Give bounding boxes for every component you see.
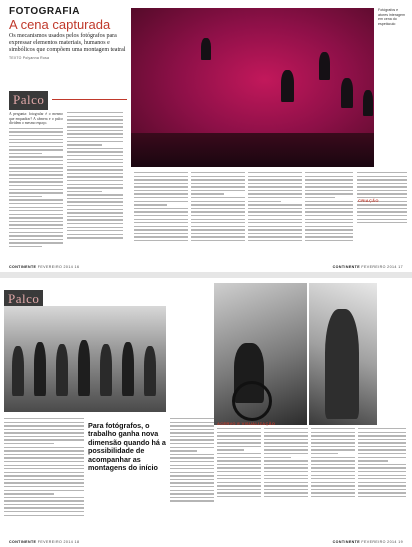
body-column-3 xyxy=(217,428,261,536)
footer-issue: FEVEREIRO 2014 xyxy=(37,265,74,269)
body-column-5 xyxy=(311,428,355,536)
subhead: ACERVO E VISUALIZAÇÃO xyxy=(217,421,276,426)
body-column-3 xyxy=(134,172,188,262)
footer-left xyxy=(9,265,79,269)
footer-brand: CONTINENTE xyxy=(332,265,360,269)
article-deck: Os mecanismos usados pelos fotógrafos para expressar elementos materiais, humanos e simbólicos que compõem uma montagem teatral xyxy=(9,33,126,53)
section-rule xyxy=(52,99,127,100)
performer-figure xyxy=(341,78,353,108)
body-column-5 xyxy=(248,172,302,262)
footer-right xyxy=(333,265,403,269)
section-tag: Palco xyxy=(4,290,43,309)
performer-figure xyxy=(363,90,373,116)
wheelchair-scene-photo xyxy=(214,283,307,425)
footer-brand: CONTINENTE xyxy=(9,540,37,544)
actress-portrait-photo xyxy=(309,283,377,425)
actor-figure xyxy=(100,344,112,396)
footer-issue: FEVEREIRO 2014 xyxy=(361,265,397,269)
body-column-6 xyxy=(305,172,353,262)
bottom-magazine-spread xyxy=(0,278,412,547)
footer-brand: CONTINENTE xyxy=(332,540,360,544)
actor-figure xyxy=(122,342,134,396)
photo-caption: Fotógrafos e atores interagem em cena do espetáculo xyxy=(378,8,405,26)
actor-figure xyxy=(12,346,24,396)
cast-ensemble-photo xyxy=(4,306,166,412)
actor-figure xyxy=(325,309,359,419)
pull-quote: Para fotógrafos, o trabalho ganha nova dimensão quando há a possibilidade de acompanhar as montagens do início xyxy=(88,421,166,473)
footer-issue: FEVEREIRO 2014 xyxy=(37,540,74,544)
actor-figure xyxy=(56,344,68,396)
body-column-1 xyxy=(4,418,84,536)
footer-issue: FEVEREIRO 2014 xyxy=(361,540,397,544)
section-kicker: FOTOGRAFIA xyxy=(9,6,80,17)
actor-figure xyxy=(144,346,156,396)
page-number: 18 xyxy=(74,540,80,544)
author-credit: TEXTO Polyanna Rosa xyxy=(9,56,50,60)
footer-brand: CONTINENTE xyxy=(9,265,37,269)
top-magazine-spread xyxy=(0,0,412,272)
body-column-4 xyxy=(191,172,245,262)
actor-figure xyxy=(78,340,90,396)
body-column-2 xyxy=(170,418,214,536)
wheel-shape xyxy=(232,381,272,421)
footer-right xyxy=(333,540,403,544)
page-number: 16 xyxy=(74,265,80,269)
body-column-1 xyxy=(9,112,63,262)
lead-paragraph: A pergunta: fotografar é o mesmo que enquadrar? A câmera e o palco dividem o mesmo espaço. xyxy=(9,112,63,126)
stage-floor xyxy=(131,133,374,167)
subhead: CRIAÇÃO xyxy=(358,198,379,203)
performer-figure xyxy=(281,70,294,102)
body-column-6 xyxy=(358,428,406,536)
body-column-4 xyxy=(264,428,308,536)
actor-figure xyxy=(34,342,46,396)
section-tag: Palco xyxy=(9,91,48,110)
article-headline: A cena capturada xyxy=(9,17,111,32)
page-number: 17 xyxy=(398,265,403,269)
body-column-2 xyxy=(67,112,123,262)
footer-left xyxy=(9,540,79,544)
performer-figure xyxy=(319,52,330,80)
body-column-7 xyxy=(357,172,407,262)
stage-performance-photo xyxy=(131,8,374,167)
performer-figure xyxy=(201,38,211,60)
page-number: 19 xyxy=(398,540,403,544)
